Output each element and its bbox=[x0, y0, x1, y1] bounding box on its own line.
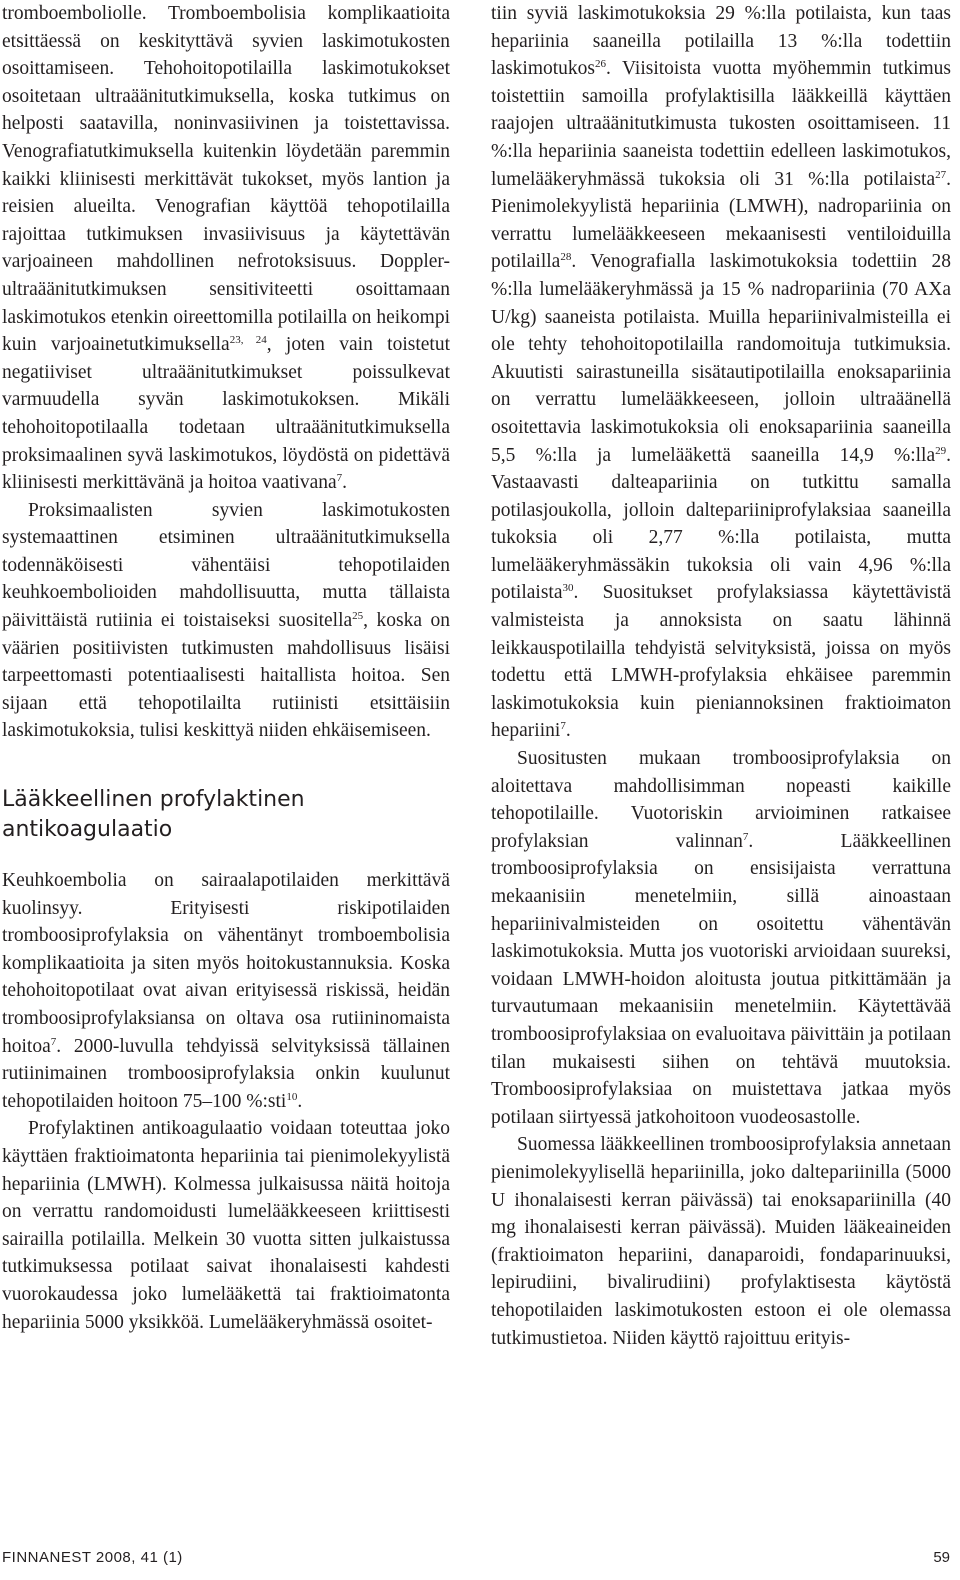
paragraph-text: Proksimaalisten syvien laskimotukosten systemaattinen etsiminen ultraäänitutkimuksella todennäköisesti vähentäisi tehopotilaiden keuhkoembolioiden mahdollisuutta, mutta tällaista päivittäistä rutiinia ei toistaiseksi suositella bbox=[2, 499, 450, 632]
paragraph-text: . 2000-luvulla tehdyissä selvityksissä tällainen rutiinimainen tromboosiprofylaksia onkin kuulunut tehopotilaiden hoitoon 75–100 %:sti bbox=[2, 1035, 450, 1112]
reference-superscript: 26 bbox=[595, 58, 607, 71]
reference-superscript: 29 bbox=[935, 444, 947, 457]
paragraph-text: . Venografialla laskimotukoksia todettiin 28 %:lla lumelääkeryhmässä ja 15 % nadropariinia (70 AXa U/kg) saaneista potilaista. Muilla hepariinivalmisteilla ei ole tehty tehohoitopotilailla randomoituja tutkimuksia. Akuutisti sairastuneilla sisätautipotilailla enoksapariinia on verrattu lumelääkkeeseen, jolloin ultraäänellä osoitettavia laskimotukoksia oli enoksapariinia saaneilla 5,5 %:lla ja lumelääkettä saaneilla 14,9 %:lla bbox=[491, 251, 951, 466]
reference-superscript: 28 bbox=[560, 251, 572, 264]
reference-superscript: 23, 24 bbox=[229, 334, 267, 347]
reference-superscript: 27 bbox=[935, 168, 947, 181]
paragraph-text: . Viisitoista vuotta myöhemmin tutkimus toistettiin samoilla profylaktisilla lääkkeillä käyttäen raajojen ultraäänitutkimusta tukosten osoittamiseen. 11 %:lla hepariinia saaneista todettiin edelleen laskimotukos, lumelääkeryhmässä tukoksia oli 31 %:lla potilaista bbox=[491, 58, 951, 190]
footer-page-number: 59 bbox=[933, 1549, 950, 1566]
paragraph-pulmonary-embolism bbox=[2, 867, 450, 1115]
footer-journal-citation: FINNANEST 2008, 41 (1) bbox=[2, 1549, 183, 1566]
section-heading: Lääkkeellinen profylaktinen antikoagulaatio bbox=[2, 787, 305, 843]
paragraph-recommendations bbox=[491, 745, 951, 1131]
paragraph-text: , koska on väärien positiivisten tutkimusten mahdollisuus lisäisi tarpeettomasti potentiaalisesti haitallista hoitoa. Sen sijaan että tehopotilailta rutiinisti etsittäisiin laskimotukoksia, tulisi keskittyä niiden ehkäisemiseen. bbox=[2, 610, 450, 742]
paragraph-text: tromboemboliolle. Tromboembolisia komplikaatioita etsittäessä on keskityttävä syvien laskimotukosten osoittamiseen. Tehohoitopotilailla laskimotukokset osoitetaan ultraäänitutkimuksella, koska tutkimus on helposti saatavilla, noninvasiivinen ja toistettavissa. Venografiatutkimuksella kuitenkin löydetään paremmin kaikki kliinisesti merkittävät tukokset, myös lantion ja reisien alueilta. Venografian käyttöä tehopotilailla rajoittaa tutkimuksen invasiivisuus ja käytettävän varjoaineen mahdollinen nefrotoksisuus. Doppler-ultraäänitutkimuksen sensitiviteetti osoittamaan laskimotukos etenkin oireettomilla potilailla on heikompi kuin varjoainetutkimuksella bbox=[2, 3, 450, 356]
paragraph-text: . bbox=[565, 720, 571, 742]
paragraph-text: Suositusten mukaan tromboosiprofylaksia on aloitettava mahdollisimman nopeasti kaikille tehopotilaille. Vuotoriskin arvioiminen ratkaisee profylaksian valinnan bbox=[491, 748, 951, 852]
paragraph-text: , joten vain toistetut negatiiviset ultraäänitutkimukset poissulkevat varmuudella syvän laskimotukoksen. Mikäli tehohoitopotilaalla todetaan ultraäänitutkimuksella proksimaalinen syvä laskimotukos, löydöstä on pidettävä kliinisesti merkittävänä ja hoitoa vaativana bbox=[2, 334, 450, 494]
reference-superscript: 25 bbox=[352, 610, 364, 623]
paragraph-text: Profylaktinen antikoagulaatio voidaan toteuttaa joko käyttäen fraktioimatonta hepariinia tai pienimolekyylistä hepariinia (LMWH). Kolmessa julkaisussa näitä hoitoja on verrattu randomoidusti lumelääkkeeseen kriittisesti sairailla potilailla. Melkein 30 vuotta sitten julkaistussa tutkimuksessa potilaat saivat ihonalaisesti kahdesti vuorokaudessa joko lumelääkettä tai fraktioimatonta hepariinia 5000 yksikköä. Lumelääkeryhmässä osoitet- bbox=[2, 1118, 450, 1333]
paragraph-text: Keuhkoembolia on sairaalapotilaiden merkittävä kuolinsyy. Erityisesti riskipotilaiden tromboosiprofylaksia on vähentänyt tromboembolisia komplikaatioita ja siten myös hoitokustannuksia. Koska tehohoitopotilaat ovat aivan erityisessä riskissä, heidän tromboosiprofylaksiansa on oltava osa rutiininomaista hoitoa bbox=[2, 870, 450, 1057]
paragraph-text: . bbox=[342, 472, 348, 494]
paragraph-prophylactic-anticoagulation bbox=[2, 1115, 450, 1336]
paragraph-text: tiin syviä laskimotukoksia 29 %:lla potilaista, kun taas hepariinia saaneilla potilailla 13 %:lla todettiin laskimotukos bbox=[491, 3, 951, 80]
paragraph-heparin-studies bbox=[491, 0, 951, 745]
reference-superscript: 7 bbox=[560, 720, 566, 733]
paragraph-thrombosis-detection bbox=[2, 0, 450, 497]
reference-superscript: 7 bbox=[742, 830, 749, 843]
paragraph-text: . Suositukset profylaksiassa käytettävistä valmisteista ja annoksista on saatu lähinnä leikkauspotilailla tehdyistä selvityksistä, joissa on myös todettu että LMWH-profylaksia ehkäisee paremmin laskimotukoksia kuin pieniannoksinen fraktioimaton hepariini bbox=[491, 582, 951, 742]
paragraph-text: . bbox=[297, 1090, 303, 1112]
reference-superscript: 7 bbox=[336, 472, 343, 485]
paragraph-text: . Lääkkeellinen tromboosiprofylaksia on ensisijaista verrattuna mekaanisiin menetelmiin, sillä ainoastaan hepariinivalmisteiden on osoitettu vähentävän laskimotukoksia. Mutta jos vuotoriski arvioidaan suureksi, voidaan LMWH-hoidon aloitusta joutua pitkittämään ja turvautumaan mekaanisiin menetelmiin. Käytettävää tromboosiprofylaksiaa on evaluoitava päivittäin ja potilaan tilan mukaisesti siihen on tehtävä muutoksia. Tromboosiprofylaksiaa on muistettava jatkaa myös potilaan siirtyessä jatkohoitoon vuodeosastolle. bbox=[491, 830, 951, 1128]
paragraph-systematic-screening bbox=[2, 497, 450, 745]
paragraph-text: . Vastaavasti dalteapariinia on tutkittu samalla potilasjoukolla, jolloin daltepariiniprofylaksiaa saaneilla tukoksia oli 2,77 %:lla potilaista, mutta lumelääkeryhmässäkin tukoksia oli vain 4,96 %:lla potilaista bbox=[491, 444, 951, 604]
paragraph-finland-practice bbox=[491, 1131, 951, 1352]
reference-superscript: 7 bbox=[50, 1035, 57, 1048]
paragraph-text: . Pienimolekyylistä hepariinia (LMWH), nadropariinia on verrattu lumelääkkeeseen mekaanisesti ventiloiduilla potilailla bbox=[491, 168, 951, 273]
reference-superscript: 10 bbox=[286, 1090, 298, 1103]
reference-superscript: 30 bbox=[562, 582, 574, 595]
left-column bbox=[2, 0, 450, 1336]
right-column bbox=[491, 0, 951, 1352]
paragraph-text: Suomessa lääkkeellinen tromboosiprofylaksia annetaan pienimolekyylisellä hepariinilla, joko daltepariinilla (5000 U ihonalaisesti kerran päivässä) tai enoksapariinilla (40 mg ihonalaisesti kerran päivässä). Muiden lääkeaineiden (fraktioimaton hepariini, danaparoidi, fondaparinuuksi, lepirudiini, bivalirudiini) profylaktisesta käytöstä tehopotilaiden laskimotukosten estoon ei ole olemassa tutkimustietoa. Niiden käyttö rajoittuu erityis- bbox=[491, 1134, 951, 1349]
